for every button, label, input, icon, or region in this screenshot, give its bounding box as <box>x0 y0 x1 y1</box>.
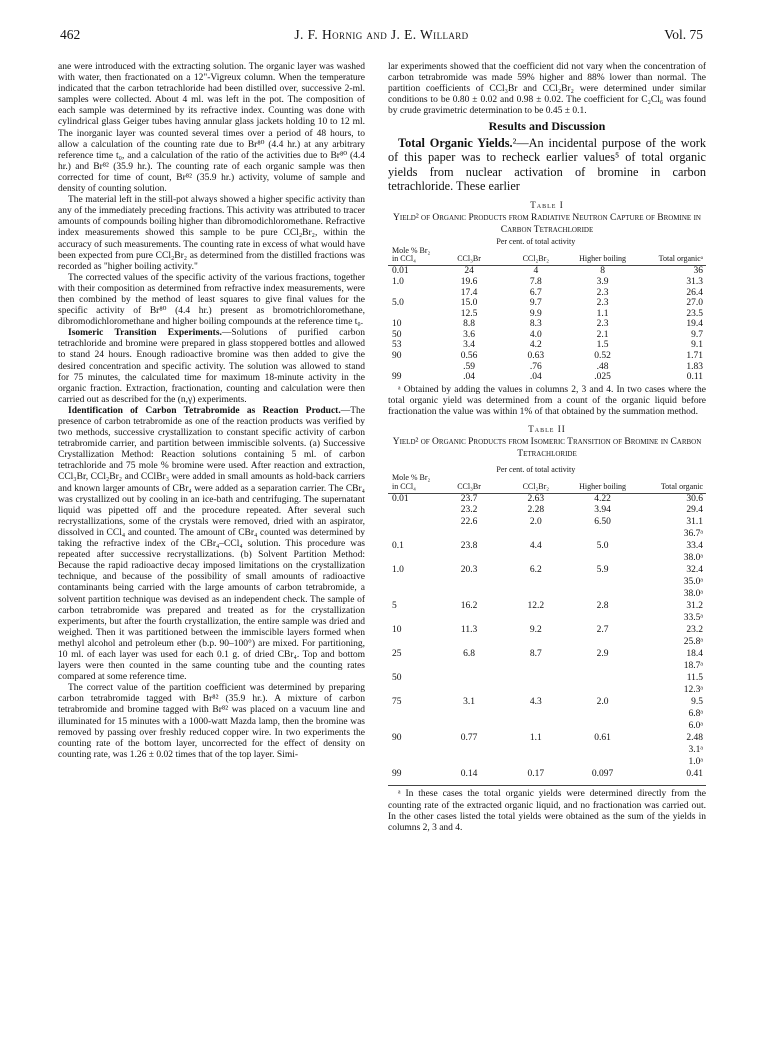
table2-cell: 1.0ᵃ <box>688 757 703 768</box>
table2-cell: 38.0ᵃ <box>683 553 703 564</box>
table2-cell: 3.94 <box>594 505 611 516</box>
table2-cell: 2.0 <box>529 517 542 528</box>
table2-cell <box>569 577 636 589</box>
table1-cell: 7.8 <box>529 276 542 287</box>
table2-cell <box>502 721 569 733</box>
table2-row <box>388 697 706 709</box>
table2-cell: 6.50 <box>594 517 611 528</box>
table1-row <box>388 330 706 341</box>
table-1-header: Total organicᵃ <box>658 254 703 264</box>
table1-cell: 19.4 <box>686 319 703 330</box>
table1-cell: .04 <box>529 372 542 383</box>
table2-row <box>388 493 706 505</box>
table1-cell: 27.0 <box>686 298 703 309</box>
table-2-header: Total organic <box>660 481 703 491</box>
table1-cell: 9.1 <box>691 340 703 351</box>
table2-cell <box>569 613 636 625</box>
table2-cell: 1.1 <box>529 733 542 744</box>
table-2-header: CCl₂Br₂ <box>522 481 550 491</box>
table2-cell <box>569 553 636 565</box>
left-paragraph-6: The correct value of the partition coefficient was determined by preparing carbon tetrabromide tagged with Br⁸² (35.9 hr.). A mixture of carbon tetrabromide and bromine tagged with Br⁸² was placed on a vacuum line and illuminated for 15 minutes with a 1000-watt Mazda lamp, then the bromine was removed by passing over freshly reduced copper wire. In two experiments the counting rate of the bottom layer, uncorrected for the effect of density on counting rate, was 1.26 ± 0.02 times that of the top layer. Simi- <box>58 683 365 760</box>
table2-row <box>388 541 706 553</box>
table2-cell <box>436 529 503 541</box>
left-paragraph-2: The material left in the still-pot always showed a higher specific activity than any of the immediately preceding fractions. This activity was attributed to tracer amounts of compounds boiling higher than dibromodichloromethane. Refractive index measurements showed this sample to be pure CCl₂Br₂, within the accuracy of such measurements. The counting rate in excess of what would have been expected from pure CCl₂Br₂ as determined from the distilled fractions was recorded as "higher boiling activity." <box>58 195 365 272</box>
table1-cell: 99 <box>392 372 402 383</box>
table1-cell: 2.3 <box>596 298 609 309</box>
table-2-header-row <box>388 474 706 491</box>
table2-cell <box>502 637 569 649</box>
table1-row <box>388 319 706 330</box>
table1-cell: 53 <box>392 340 402 351</box>
table2-cell: 9.2 <box>529 625 542 636</box>
table2-cell: 10 <box>392 625 402 636</box>
table-1-header: Mole % Br₂ in CCl₄ <box>392 245 431 264</box>
table2-cell <box>502 673 569 685</box>
table1-cell: .04 <box>463 372 475 383</box>
table2-row <box>388 577 706 589</box>
table-1-label: Table I <box>530 199 564 210</box>
table2-cell: 0.14 <box>460 769 478 780</box>
table1-cell: 1.71 <box>686 351 703 362</box>
identification-text: —The presence of carbon tetrabromide as one of the reaction products was verified by two methods, successive crystallization to constant specific activity of carbon tetrabromide carrier, and partition between immiscible solvents. (a) Successive Crystallization Method: Reaction solutions containing 5 ml. of carbon tetrachloride and 75 mole % bromine were used. After reaction and extraction, CCl₃Br, CCl₂Br₂ and CClBr₃ were added in small amounts as hold-back carriers and known larger amounts of CBr₄ were added as a separation carrier. The CBr₄ was crystallized out by cooling in an ice-bath and centrifuging. The supernatant liquid was pipetted off and the procedure repeated. After several such recrystallizations, some of the crystals were removed, dried with an aspirator, dissolved in CCl₄ and counted. The amount of CBr₄ counted was determined by taking the refractive index of the CBr₄–CCl₄ solution. This procedure was repeated after successive recrystallizations. (b) Solvent Partition Method: Because the rapid radioactive decay imposed limitations on the crystallization technique, and because of the possibility of small amounts of radioactive contaminants being carried with the large amounts of carbon tetrabromide, a solvent partition technique was devised as an independent check. The sample of carbon tetrabromide was prepared and treated as for the crystallization experiments, but after the fourth crystallization, the entire sample was dried and weighed. Then it was partitioned between the immiscible layers formed when methyl alcohol and petroleum ether (b.p. 90–100°) are mixed. For partitioning, 10 ml. of each layer was used for each 0.1 g. of dried CBr₄. Top and bottom layers were then counted in the same counting tube and the counting rates compared at some reference time. <box>58 405 365 683</box>
table2-cell <box>388 553 436 565</box>
identification-heading: Identification of Carbon Tetrabromide as Reaction Product. <box>68 405 341 416</box>
table-2 <box>388 462 706 781</box>
table1-row <box>388 298 706 309</box>
table-1-span-header-row <box>388 238 706 247</box>
left-column <box>58 62 365 761</box>
table-1-header: CCl₂Br₂ <box>522 254 550 264</box>
table1-cell: 8 <box>600 266 605 277</box>
table2-cell: 99 <box>392 769 402 780</box>
table-2-header: CCl₃Br <box>457 481 481 491</box>
running-header <box>60 27 703 45</box>
table2-row <box>388 529 706 541</box>
table2-cell: 0.61 <box>594 733 611 744</box>
table1-cell: 4.0 <box>529 329 542 340</box>
table-2-span-header-row <box>388 462 706 474</box>
table2-cell <box>502 589 569 601</box>
table1-cell: 10 <box>392 319 402 330</box>
table2-cell: 0.1 <box>392 541 404 552</box>
running-authors: J. F. Hornig and J. E. Willard <box>294 27 469 42</box>
table1-cell: 9.7 <box>529 298 542 309</box>
table2-cell: 23.2 <box>460 505 478 516</box>
table-1-header: CCl₃Br <box>457 254 481 264</box>
table2-cell: 33.5ᵃ <box>683 613 703 624</box>
table2-cell <box>436 577 503 589</box>
table2-row <box>388 709 706 721</box>
table1-cell: 26.4 <box>686 287 703 298</box>
table1-cell: .025 <box>594 372 611 383</box>
table2-cell <box>388 517 436 529</box>
table2-cell <box>502 685 569 697</box>
table1-row <box>388 340 706 351</box>
table2-row <box>388 757 706 769</box>
table2-cell <box>436 721 503 733</box>
table2-cell: 75 <box>392 697 402 708</box>
table1-cell: 1.5 <box>596 340 609 351</box>
table1-cell: .59 <box>463 361 475 372</box>
table2-row <box>388 733 706 745</box>
table1-cell: 17.4 <box>460 287 478 298</box>
table-2-label: Table II <box>528 424 566 435</box>
table2-cell: 0.17 <box>527 769 545 780</box>
table1-cell <box>388 309 436 320</box>
left-paragraph-4 <box>58 328 365 406</box>
table2-cell: 23.7 <box>460 493 478 504</box>
table2-cell <box>436 553 503 565</box>
table2-cell: 1.0 <box>392 565 404 576</box>
table2-row <box>388 745 706 757</box>
left-paragraph-5 <box>58 406 365 683</box>
table2-cell <box>436 613 503 625</box>
table2-cell: 6.8 <box>463 649 475 660</box>
table2-cell <box>569 589 636 601</box>
table2-cell: 32.4 <box>686 565 703 576</box>
table2-cell <box>502 745 569 757</box>
table1-row <box>388 288 706 299</box>
table2-cell: 2.63 <box>527 493 545 504</box>
table2-cell: 23.2 <box>686 625 703 636</box>
table1-row <box>388 351 706 362</box>
table2-cell <box>436 637 503 649</box>
table1-cell: 2.3 <box>596 319 609 330</box>
table2-cell: 38.0ᵃ <box>683 589 703 600</box>
table2-row <box>388 613 706 625</box>
table2-cell <box>388 613 436 625</box>
table1-cell: 0.52 <box>594 351 611 362</box>
table2-cell: 18.7ᵃ <box>683 661 703 672</box>
table2-cell: 22.6 <box>460 517 478 528</box>
table2-cell <box>502 757 569 769</box>
table2-cell: 3.1ᵃ <box>688 745 703 756</box>
table2-cell: 35.0ᵃ <box>683 577 703 588</box>
table2-row <box>388 685 706 697</box>
table1-cell: 19.6 <box>460 276 478 287</box>
table2-cell: 11.5 <box>686 673 703 684</box>
table2-cell: 2.8 <box>596 601 609 612</box>
table2-row <box>388 673 706 685</box>
table1-cell: 1.0 <box>392 276 404 287</box>
table1-cell: 36 <box>693 266 703 277</box>
right-column <box>388 62 706 834</box>
table2-cell: 2.9 <box>596 649 609 660</box>
table2-cell: 23.8 <box>460 541 478 552</box>
table2-cell: 11.3 <box>460 625 478 636</box>
table2-cell: 0.097 <box>591 769 614 780</box>
table2-cell <box>569 637 636 649</box>
table2-cell <box>569 685 636 697</box>
table2-cell <box>436 661 503 673</box>
table2-cell <box>436 589 503 601</box>
right-paragraph-1: lar experiments showed that the coefficient did not vary when the concentration of carbon tetrabromide was made 59% higher and 88% lower than normal. The partition coefficients of CCl₃Br and CCl₂Br₂ were determined under similar conditions to be 0.80 ± 0.02 and 0.98 ± 0.02. The coefficient for C₂Cl₆ was found by crude gravimetric determination to be 0.45 ± 0.1. <box>388 62 706 117</box>
table2-cell: 90 <box>392 733 402 744</box>
table2-cell: 2.0 <box>596 697 609 708</box>
table-1-caption: Yield² of Organic Products from Radiative Neutron Capture of Bromine in Carbon Tetrachloride <box>393 213 701 235</box>
table2-cell <box>569 745 636 757</box>
table2-cell: 6.2 <box>529 565 542 576</box>
table1-row <box>388 266 706 277</box>
table2-row <box>388 505 706 517</box>
table2-cell <box>502 661 569 673</box>
table2-cell <box>388 685 436 697</box>
table2-cell: 5.9 <box>596 565 609 576</box>
table2-cell: 50 <box>392 673 402 684</box>
table2-row <box>388 589 706 601</box>
volume-label: Vol. 75 <box>664 27 703 42</box>
table1-cell: 0.01 <box>392 266 409 277</box>
table2-cell <box>569 529 636 541</box>
table1-row <box>388 362 706 373</box>
table1-cell: 90 <box>392 351 402 362</box>
table1-cell: 50 <box>392 329 402 340</box>
table2-row <box>388 565 706 577</box>
table2-cell <box>436 745 503 757</box>
table1-cell: 15.0 <box>460 298 478 309</box>
table2-cell: 29.4 <box>686 505 703 516</box>
table2-cell: 0.77 <box>460 733 478 744</box>
table1-cell <box>388 362 436 373</box>
table2-row <box>388 553 706 565</box>
table-1-body <box>388 266 706 383</box>
table2-cell: 20.3 <box>460 565 478 576</box>
table2-cell: 33.4 <box>686 541 703 552</box>
total-organic-yields-heading: Total Organic Yields. <box>398 135 513 150</box>
table2-cell: 5 <box>392 601 397 612</box>
table1-row <box>388 372 706 383</box>
total-organic-yields-paragraph <box>388 136 706 194</box>
table2-cell: 30.6 <box>686 493 703 504</box>
table1-cell: 1.83 <box>686 361 703 372</box>
table-1-header: Higher boiling <box>579 254 627 264</box>
table2-cell <box>388 709 436 721</box>
table2-cell: 16.2 <box>460 601 478 612</box>
isomeric-transition-heading: Isomeric Transition Experiments. <box>68 328 222 339</box>
table2-cell: 4.22 <box>594 493 611 504</box>
table2-cell: 18.4 <box>686 649 703 660</box>
table2-cell <box>569 673 636 685</box>
table-1-footnote: ᵃ Obtained by adding the values in columns 2, 3 and 4. In two cases where the total organic yield was determined from a count of the organic liquid before fractionation the value was within 1% of that obtained by the summation method. <box>388 384 706 418</box>
table1-cell: 24 <box>464 266 474 277</box>
table1-cell: 8.8 <box>463 319 475 330</box>
table-2-header: Higher boiling <box>579 481 627 491</box>
table1-cell: 0.11 <box>686 372 703 383</box>
table2-row <box>388 517 706 529</box>
left-paragraph-3: The corrected values of the specific activity of the various fractions, together with their composition as determined from refractive index measurements, were then combined by the method of least squares to give final values for the specific activity of Br⁸⁰ (4.4 hr.) present as bromotrichloromethane, dibromodichloromethane and higher boiling compounds at the reference time t₀. <box>58 272 365 328</box>
table1-cell: 3.4 <box>463 340 475 351</box>
table2-cell: 25.8ᵃ <box>683 637 703 648</box>
table1-cell: 12.5 <box>460 308 478 319</box>
table2-cell <box>569 709 636 721</box>
table2-cell: 2.48 <box>686 733 703 744</box>
table2-cell <box>388 721 436 733</box>
table2-cell: 3.1 <box>463 697 475 708</box>
table-2-body <box>388 493 706 781</box>
table1-cell: 23.5 <box>686 308 703 319</box>
table2-cell: 0.01 <box>392 493 409 504</box>
table-2-caption: Yield² of Organic Products from Isomeric Transition of Bromine in Carbon Tetrachloride <box>392 437 702 459</box>
table-2-span-header: Per cent. of total activity <box>496 464 576 474</box>
table1-cell: .76 <box>529 361 542 372</box>
table1-cell: 1.1 <box>596 308 609 319</box>
total-organic-yields-text: ²—An incidental purpose of the work of this paper was to recheck earlier values⁵ of total organic yields from nuclear activation of bromine in carbon tetrachloride. These earlier <box>388 135 706 194</box>
isomeric-transition-text: —Solutions of purified carbon tetrachloride and bromine were prepared in glass stoppered bottles and allowed to stand 24 hours. Enough radioactive bromine was then added to give the desired concentration and specific activity. The solution was allowed to stand for 75 minutes, the calculated time for maximum 18-minute activity in the organic fraction. Extraction, fractionation, counting and calculation were then carried out as described for the (n,γ) experiments. <box>58 328 366 405</box>
table2-cell: 25 <box>392 649 402 660</box>
table1-cell: 3.9 <box>596 276 609 287</box>
table1-cell <box>388 288 436 299</box>
table1-cell: 6.7 <box>529 287 542 298</box>
table1-row <box>388 277 706 288</box>
table2-cell: 2.7 <box>596 625 609 636</box>
table2-cell <box>436 685 503 697</box>
table1-cell: 0.63 <box>527 351 545 362</box>
table2-cell <box>436 709 503 721</box>
table2-cell <box>388 757 436 769</box>
table2-row <box>388 661 706 673</box>
table2-cell <box>502 613 569 625</box>
table-1-span-header: Per cent. of total activity <box>496 237 576 247</box>
table2-cell: 8.7 <box>529 649 542 660</box>
table2-cell: 4.3 <box>529 697 542 708</box>
table2-cell <box>388 577 436 589</box>
table2-row <box>388 721 706 733</box>
table2-cell: 6.8ᵃ <box>688 709 703 720</box>
table1-cell: 4 <box>533 266 539 277</box>
table2-row <box>388 769 706 781</box>
table-2-footnote: ᵃ In these cases the total organic yields were determined directly from the counting rate of the extracted organic liquid, and no fractionation was carried out. In the other cases listed the total yields were obtained as the sum of the yields in columns 2, 3 and 4. <box>388 785 706 833</box>
table2-row <box>388 625 706 637</box>
table1-cell: 2.1 <box>596 329 609 340</box>
results-section-title: Results and Discussion <box>488 119 606 134</box>
table2-cell <box>502 529 569 541</box>
table1-cell: 9.9 <box>529 308 542 319</box>
table2-cell <box>388 661 436 673</box>
table1-cell: 2.3 <box>596 287 609 298</box>
table-1-header-row <box>388 247 706 264</box>
table2-cell <box>502 577 569 589</box>
table2-row <box>388 637 706 649</box>
table2-cell <box>388 505 436 517</box>
table2-cell: 5.0 <box>596 541 609 552</box>
table1-cell: 4.2 <box>529 340 542 351</box>
table2-cell <box>388 745 436 757</box>
table1-cell: .48 <box>596 361 609 372</box>
table2-cell <box>502 709 569 721</box>
page-number: 462 <box>60 27 81 42</box>
table2-cell <box>388 529 436 541</box>
table2-cell <box>502 553 569 565</box>
table1-cell: 31.3 <box>686 276 703 287</box>
table2-cell: 31.2 <box>686 601 703 612</box>
table2-cell: 4.4 <box>529 541 542 552</box>
table1-cell: 0.56 <box>460 351 478 362</box>
table2-cell: 31.1 <box>686 517 703 528</box>
table2-cell: 12.3ᵃ <box>683 685 703 696</box>
table1-cell: 3.6 <box>463 329 475 340</box>
table2-cell <box>569 661 636 673</box>
table1-cell: 5.0 <box>392 298 404 309</box>
table2-cell <box>436 757 503 769</box>
table2-row <box>388 601 706 613</box>
table2-cell: 9.5 <box>691 697 703 708</box>
table2-cell: 12.2 <box>527 601 545 612</box>
table2-row <box>388 649 706 661</box>
table2-cell <box>436 673 503 685</box>
table2-cell <box>388 589 436 601</box>
table-2-header: Mole % Br₂ in CCl₄ <box>392 473 431 491</box>
table2-cell: 36.7ᵃ <box>683 529 703 540</box>
table2-cell <box>569 757 636 769</box>
table2-cell <box>388 637 436 649</box>
table1-row <box>388 309 706 320</box>
table2-cell: 0.41 <box>686 769 703 780</box>
table2-cell: 6.0ᵃ <box>688 721 703 732</box>
table1-cell: 9.7 <box>691 329 703 340</box>
table2-cell: 2.28 <box>527 505 545 516</box>
table1-cell: 8.3 <box>529 319 542 330</box>
table2-cell <box>569 721 636 733</box>
left-paragraph-1: ane were introduced with the extracting solution. The organic layer was washed with water, then fractionated on a 12"-Vigreux column. When the temperature indicated that the carbon tetrachloride had been distilled over, successive 2-ml. samples were collected. About 4 ml. was left in the pot. The composition of each sample was determined by its refractive index. Counting was done with cylindrical glass Geiger tubes having annular glass jackets holding 10 to 12 ml. The inorganic layer was counted several times over a period of 48 hours, to allow a calculation of the counting rate due to Br⁸⁰ (4.4 hr.) at any arbitrary reference time t₀, and a calculation of the ratio of the activities due to Br⁸⁰ (4.4 hr.) and Br⁸² (35.9 hr.). The counting rate of each organic sample was then corrected for time of count, Br⁸² (35.9 hr.) activity, volume of sample and density of counting solution. <box>58 62 365 195</box>
table-1 <box>388 238 706 383</box>
